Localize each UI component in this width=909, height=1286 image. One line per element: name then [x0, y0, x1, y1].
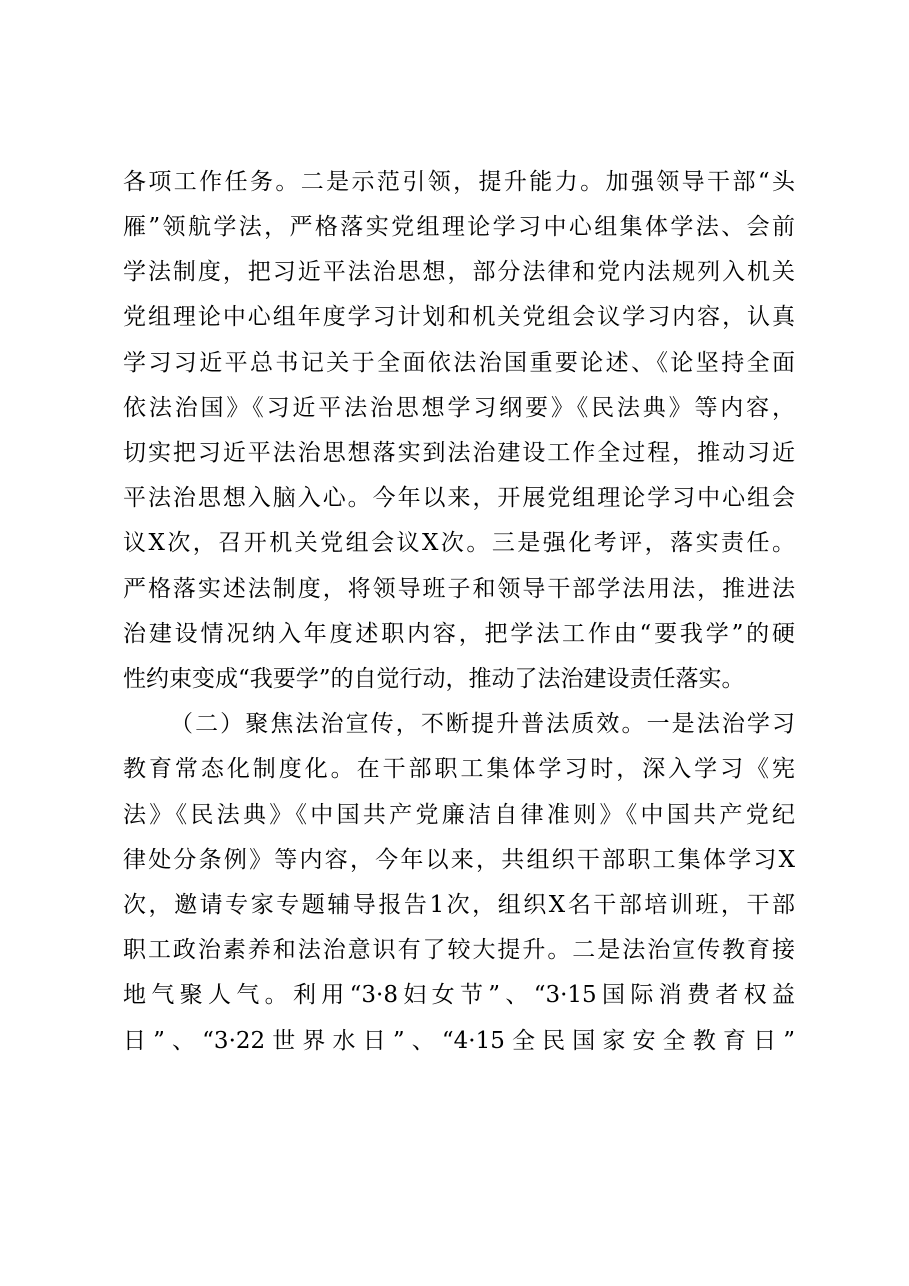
section-heading-line: （二）聚焦法治宣传，不断提升普法质效。一是法治学习 [170, 711, 795, 737]
paragraph-line: 教育常态化制度化。在干部职工集体学习时，深入学习《宪 [123, 756, 795, 782]
paragraph-line: 党组理论中心组年度学习计划和机关党组会议学习内容，认真 [123, 304, 795, 330]
paragraph-line: 依法治国》《习近平法治思想学习纲要》《民法典》等内容， [123, 395, 795, 421]
paragraph-line: 日”、“3·22世界水日”、“4·15全民国家安全教育日” [123, 1028, 795, 1054]
paragraph-line: 次，邀请专家专题辅导报告1次，组织X名干部培训班，干部 [123, 892, 795, 918]
paragraph-line: 议X次，召开机关党组会议X次。三是强化考评，落实责任。 [123, 530, 795, 556]
paragraph-line: 职工政治素养和法治意识有了较大提升。二是法治宣传教育接 [123, 937, 795, 963]
paragraph-line: 学法制度，把习近平法治思想，部分法律和党内法规列入机关 [123, 259, 795, 285]
paragraph-line: 各项工作任务。二是示范引领，提升能力。加强领导干部“头 [123, 169, 795, 195]
paragraph-line: 严格落实述法制度，将领导班子和领导干部学法用法，推进法 [123, 576, 795, 602]
paragraph-line: 律处分条例》等内容，今年以来，共组织干部职工集体学习X [123, 847, 795, 873]
paragraph-line: 雁”领航学法，严格落实党组理论学习中心组集体学法、会前 [123, 214, 795, 240]
paragraph-line: 学习习近平总书记关于全面依法治国重要论述、《论坚持全面 [123, 350, 795, 376]
paragraph-line: 性约束变成“我要学”的自觉行动，推动了法治建设责任落实。 [123, 666, 745, 692]
paragraph-line: 切实把习近平法治思想落实到法治建设工作全过程，推动习近 [123, 440, 795, 466]
paragraph-line: 治建设情况纳入年度述职内容，把学法工作由“要我学”的硬 [123, 621, 795, 647]
paragraph-line: 平法治思想入脑入心。今年以来，开展党组理论学习中心组会 [123, 485, 795, 511]
paragraph-line: 法》《民法典》《中国共产党廉洁自律准则》《中国共产党纪 [123, 802, 795, 828]
paragraph-line: 地气聚人气。利用“3·8妇女节”、“3·15国际消费者权益 [123, 982, 795, 1008]
